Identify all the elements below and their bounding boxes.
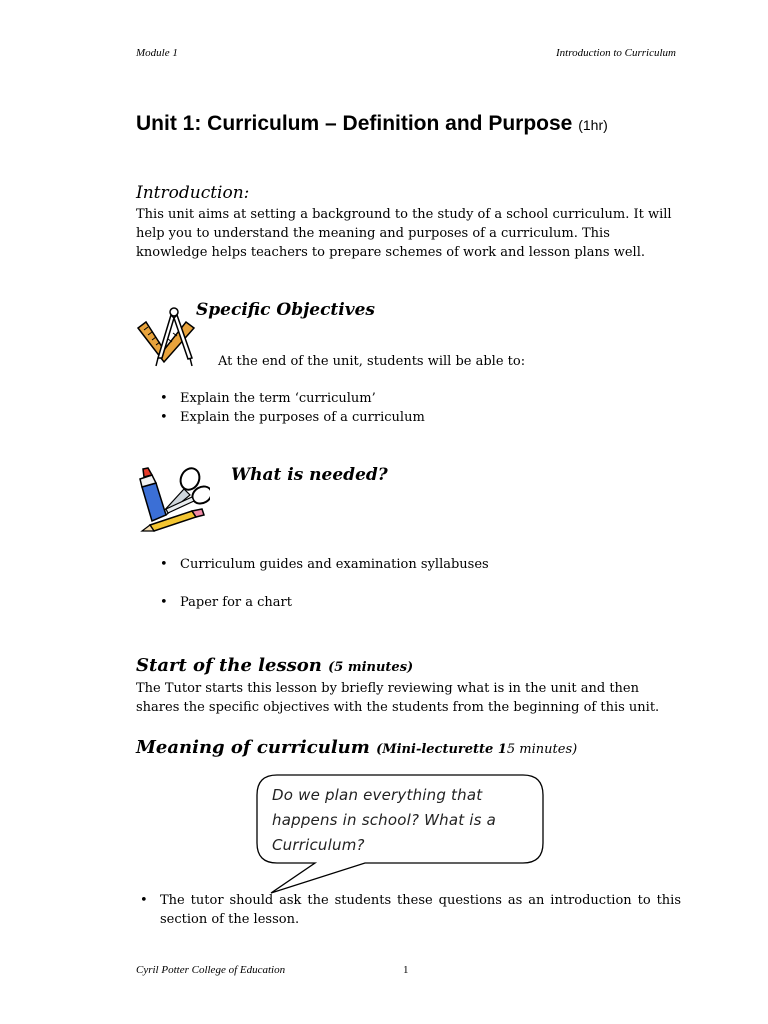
meaning-duration-rest: 5 minutes) bbox=[506, 742, 578, 757]
objectives-lead: At the end of the unit, students will be able to: bbox=[218, 354, 526, 369]
running-header-left: Module 1 bbox=[136, 47, 178, 59]
list-item: • The tutor should ask the students these questions as an introduction to this section of the lesson. bbox=[136, 891, 681, 929]
meaning-heading-text: Meaning of curriculum bbox=[136, 737, 370, 758]
list-item: • Explain the term ‘curriculum’ bbox=[156, 389, 425, 408]
compass-square-icon bbox=[134, 306, 202, 370]
page-title bbox=[136, 112, 696, 136]
title-main: Unit 1: Curriculum – Definition and Purpose bbox=[136, 112, 573, 135]
meaning-duration bbox=[376, 742, 577, 757]
start-heading-text: Start of the lesson bbox=[136, 655, 322, 676]
footer-college: Cyril Potter College of Education bbox=[136, 964, 286, 976]
meaning-duration-label: (Mini-lecturette 1 bbox=[376, 742, 507, 757]
needed-list bbox=[156, 593, 292, 612]
list-item: • Curriculum guides and examination syllabuses bbox=[156, 555, 489, 574]
running-header-right: Introduction to Curriculum bbox=[556, 47, 676, 59]
glue-scissors-pencil-icon bbox=[132, 465, 210, 535]
start-duration: (5 minutes) bbox=[328, 660, 414, 675]
list-item: • Paper for a chart bbox=[156, 593, 292, 612]
start-text: The Tutor starts this lesson by briefly reviewing what is in the unit and then shares the specific objectives with the students from the beginning of this unit. bbox=[136, 681, 660, 715]
objectives-list bbox=[156, 389, 425, 427]
introduction-text: This unit aims at setting a background to the study of a school curriculum. It will help you to understand the meaning and purposes of a curriculum. This knowledge helps teachers to prepare schemes of work and lesson plans well. bbox=[136, 207, 672, 260]
objectives-heading: Specific Objectives bbox=[196, 300, 376, 320]
start-heading bbox=[136, 655, 413, 676]
speech-bubble-text: Do we plan everything that happens in school? What is a Curriculum? bbox=[272, 786, 497, 854]
needed-heading: What is needed? bbox=[231, 465, 388, 485]
list-item: • Explain the purposes of a curriculum bbox=[156, 408, 425, 427]
needed-list bbox=[156, 555, 489, 574]
page-number: 1 bbox=[403, 964, 409, 976]
meaning-list bbox=[136, 891, 681, 929]
meaning-heading bbox=[136, 737, 577, 758]
title-duration: (1hr) bbox=[578, 117, 608, 133]
introduction-heading: Introduction: bbox=[136, 183, 250, 203]
